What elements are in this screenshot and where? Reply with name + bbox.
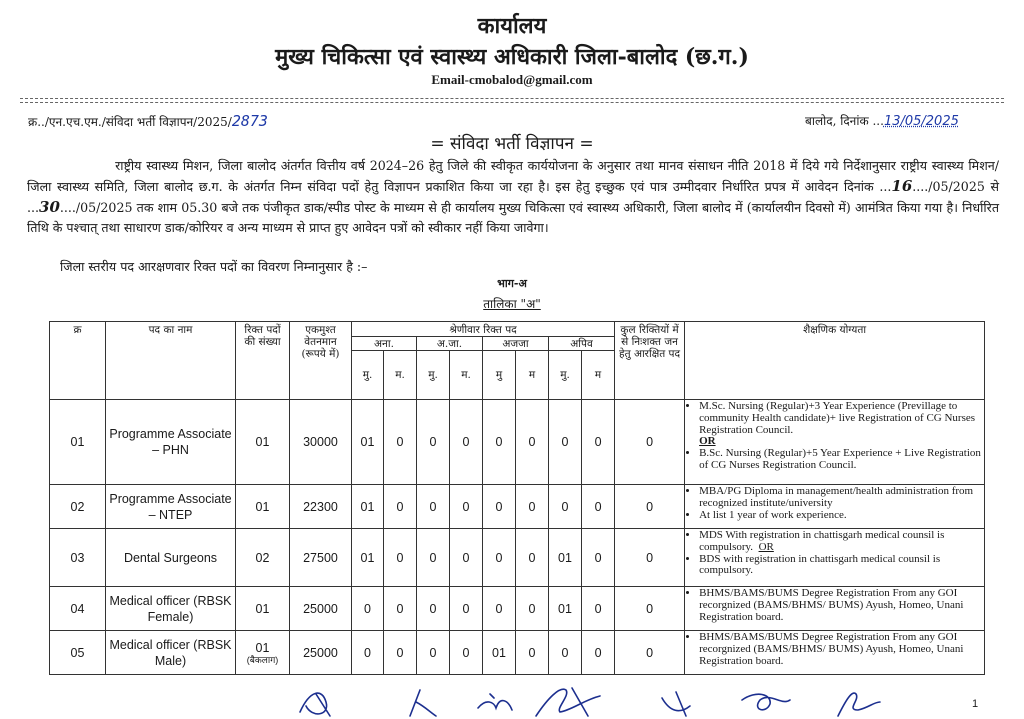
row-sno: 03 [50,529,106,587]
header-sub: मु. [352,351,384,400]
row-disabled: 0 [615,400,685,485]
paragraph-part-3: ..../05/2025 तक शाम 05.30 बजे तक पंजीकृत डाक/स्पीड पोस्ट के माध्यम से ही कार्यालय मुख्य चिकित्सा एवं स्वास्थ्य अधिकारी, जिला बालोद में (कार्यालयीन दिवसो में) आमंत्रित किया गया है। निर्धारित तिथि के पश्चात् तथा साधारण डाक/कोरियर व अन्य माध्यम से प्राप्त हुए आवेदन पत्रों को स्वीकार नहीं किया जावेगा। [27,200,999,235]
row-qualification [685,631,985,675]
signature-3 [478,694,512,710]
row-salary: 25000 [290,631,352,675]
qualification-item: • BHMS/BAMS/BUMS Degree Registration From any GOI recorgnized (BAMS/BHMS/ BUMS) Ayush, Homeo, Unani Registration board. [699,632,981,667]
paragraph-part-1: राष्ट्रीय स्वास्थ्य मिशन, जिला बालोद अंतर्गत वित्तीय वर्ष 2024–26 हेतु जिले की स्वीकृत कार्ययोजना के अनुसार तथा मानव संसाधन नीति 2018 में दिये गये निर्देशानुसार राष्ट्रीय स्वास्थ्य मिशन/जिला स्वास्थ्य समिति, जिला बालोद छ.ग. के अंतर्गत निम्न संविदा पदों हेतु विज्ञापन प्रकाशित किया जा रहा है। इस हेतु इच्छुक एवं पात्र उम्मीदवार निर्धारित प्रपत्र में आवेदन दिनांक ... [27,158,999,194]
row-cat: 0 [549,485,582,529]
vacancy-intro-line: जिला स्तरीय पद आरक्षणवार रिक्त पदों का विवरण निम्नानुसार है :– [60,259,368,274]
start-day-handwritten: 16 [891,177,913,195]
table-row [50,587,985,631]
row-sno: 01 [50,400,106,485]
row-cat: 0 [417,529,450,587]
row-disabled: 0 [615,631,685,675]
row-qualification [685,529,985,587]
row-salary: 22300 [290,485,352,529]
row-cat: 01 [549,587,582,631]
row-cat: 01 [549,529,582,587]
header-category: श्रेणीवार रिक्त पद [352,322,615,337]
header-sub: म [516,351,549,400]
qualification-or: OR [699,435,716,448]
header-group-sc: अ.जा. [417,337,483,351]
qualification-or: OR [758,540,774,553]
row-post: Dental Surgeons [106,529,236,587]
header-sub: मु [483,351,516,400]
qualification-item: • At list 1 year of work experience. [699,510,981,522]
row-post: Medical officer (RBSK Female) [106,587,236,631]
table-row [50,400,985,485]
row-qualification [685,587,985,631]
row-cat: 0 [582,485,615,529]
row-disabled: 0 [615,529,685,587]
row-cat: 0 [483,587,516,631]
paragraph-part-2: ..../05/2025 से ... [27,179,999,215]
row-cat: 0 [384,485,417,529]
header-sub: मु. [549,351,582,400]
signature-5 [662,692,690,716]
row-disabled: 0 [615,587,685,631]
office-title: कार्यालय [477,13,547,39]
row-vacant: 01 [236,400,290,485]
row-cat: 0 [516,529,549,587]
signature-1 [300,693,330,716]
row-cat: 01 [352,529,384,587]
row-sno: 02 [50,485,106,529]
row-cat: 0 [417,400,450,485]
qualification-item [699,530,981,554]
row-post: Medical officer (RBSK Male) [106,631,236,675]
reference-number [28,112,268,130]
header-post: पद का नाम [106,322,236,400]
qualification-item: • MBA/PG Diploma in management/health administration from recognized institute/university [699,486,981,510]
row-cat: 0 [582,400,615,485]
row-backlog-note: (बैकलाग) [246,654,279,665]
header-divider [20,98,1004,99]
row-sno: 04 [50,587,106,631]
row-cat: 0 [516,587,549,631]
row-cat: 0 [384,631,417,675]
table-row [50,485,985,529]
qualification-item: • B.Sc. Nursing (Regular)+5 Year Experience + Live Registration of CG Nurses Registration Council. [699,448,981,472]
row-cat: 01 [483,631,516,675]
office-subtitle: मुख्य चिकित्सा एवं स्वास्थ्य अधिकारी जिला-बालोद (छ.ग.) [275,44,749,70]
qualification-item: • BDS with registration in chattisgarh medical counsil is compulsory. [699,554,981,578]
reference-date [805,112,959,129]
signature-6 [742,694,790,710]
signature-7 [838,693,880,716]
vacancy-table [49,321,985,675]
header-salary: एकमुश्त वेतनमान (रूपये में) [290,322,352,400]
row-cat: 0 [352,631,384,675]
row-cat: 0 [417,631,450,675]
row-qualification [685,485,985,529]
row-cat: 0 [582,631,615,675]
row-post: Programme Associate – PHN [106,400,236,485]
office-email: Email-cmobalod@gmail.com [431,72,593,87]
table-row [50,529,985,587]
qualification-item: • BHMS/BAMS/BUMS Degree Registration From any GOI recorgnized (BAMS/BHMS/ BUMS) Ayush, Homeo, Unani Registration board. [699,588,981,623]
date-handwritten-value: 13/05/2025 [883,114,959,129]
row-cat: 0 [450,587,483,631]
row-vacant: 02 [236,529,290,587]
signature-4 [536,688,600,716]
row-cat: 0 [582,529,615,587]
header-sub: म [582,351,615,400]
row-cat: 01 [352,400,384,485]
row-cat: 0 [384,400,417,485]
row-cat: 0 [549,631,582,675]
row-cat: 0 [516,400,549,485]
row-qualification [685,400,985,485]
header-vacant: रिक्त पदों की संख्या [236,322,290,400]
row-cat: 0 [384,587,417,631]
qualification-item: • M.Sc. Nursing (Regular)+3 Year Experience (Previllage to community Health candidate)+ live Registration of CG Nurses Registration Council. [699,401,981,436]
row-cat: 0 [450,485,483,529]
row-vacant [236,631,290,675]
header-divider-2 [20,102,1004,103]
page-number: 1 [972,698,979,710]
row-cat: 0 [450,529,483,587]
reference-prefix: क्र../एन.एच.एम./संविदा भर्ती विज्ञापन/2025/ [28,115,232,129]
row-vacant-value: 01 [255,640,270,655]
row-cat: 0 [483,485,516,529]
row-cat: 0 [582,587,615,631]
row-cat: 0 [352,587,384,631]
header-qualification: शैक्षणिक योग्यता [685,322,985,400]
row-post: Programme Associate – NTEP [106,485,236,529]
reference-handwritten-number: 2873 [231,112,268,130]
notice-paragraph [27,156,999,238]
header-sub: म. [450,351,483,400]
row-vacant: 01 [236,587,290,631]
row-cat: 0 [450,400,483,485]
date-label: बालोद, दिनांक ... [805,114,884,128]
row-cat: 0 [483,529,516,587]
header-group-st: अजजा [483,337,549,351]
row-salary: 30000 [290,400,352,485]
signatures [0,676,1024,719]
row-salary: 27500 [290,529,352,587]
end-day-handwritten: 30 [39,198,60,216]
part-label: भाग-अ [497,277,527,290]
row-cat: 0 [549,400,582,485]
qualification-text: MDS With registration in chattisgarh medical counsil is compulsory. [699,529,945,553]
row-vacant: 01 [236,485,290,529]
row-cat: 0 [516,631,549,675]
header-sub: म. [384,351,417,400]
table-row [50,631,985,675]
row-cat: 01 [352,485,384,529]
header-disabled: कुल रिक्तियों में से निःशक्त जन हेतु आरक्षित पद [615,322,685,400]
header-group-obc: अपिव [549,337,615,351]
notice-title: = संविदा भर्ती विज्ञापन = [430,134,594,154]
header-group-general: अना. [352,337,417,351]
row-cat: 0 [516,485,549,529]
row-cat: 0 [417,587,450,631]
row-cat: 0 [450,631,483,675]
header-sno: क्र [50,322,106,400]
row-cat: 0 [483,400,516,485]
row-sno: 05 [50,631,106,675]
row-cat: 0 [384,529,417,587]
row-disabled: 0 [615,485,685,529]
header-sub: मु. [417,351,450,400]
row-cat: 0 [417,485,450,529]
row-salary: 25000 [290,587,352,631]
signature-2 [410,690,436,716]
table-label: तालिका "अ" [483,297,541,311]
